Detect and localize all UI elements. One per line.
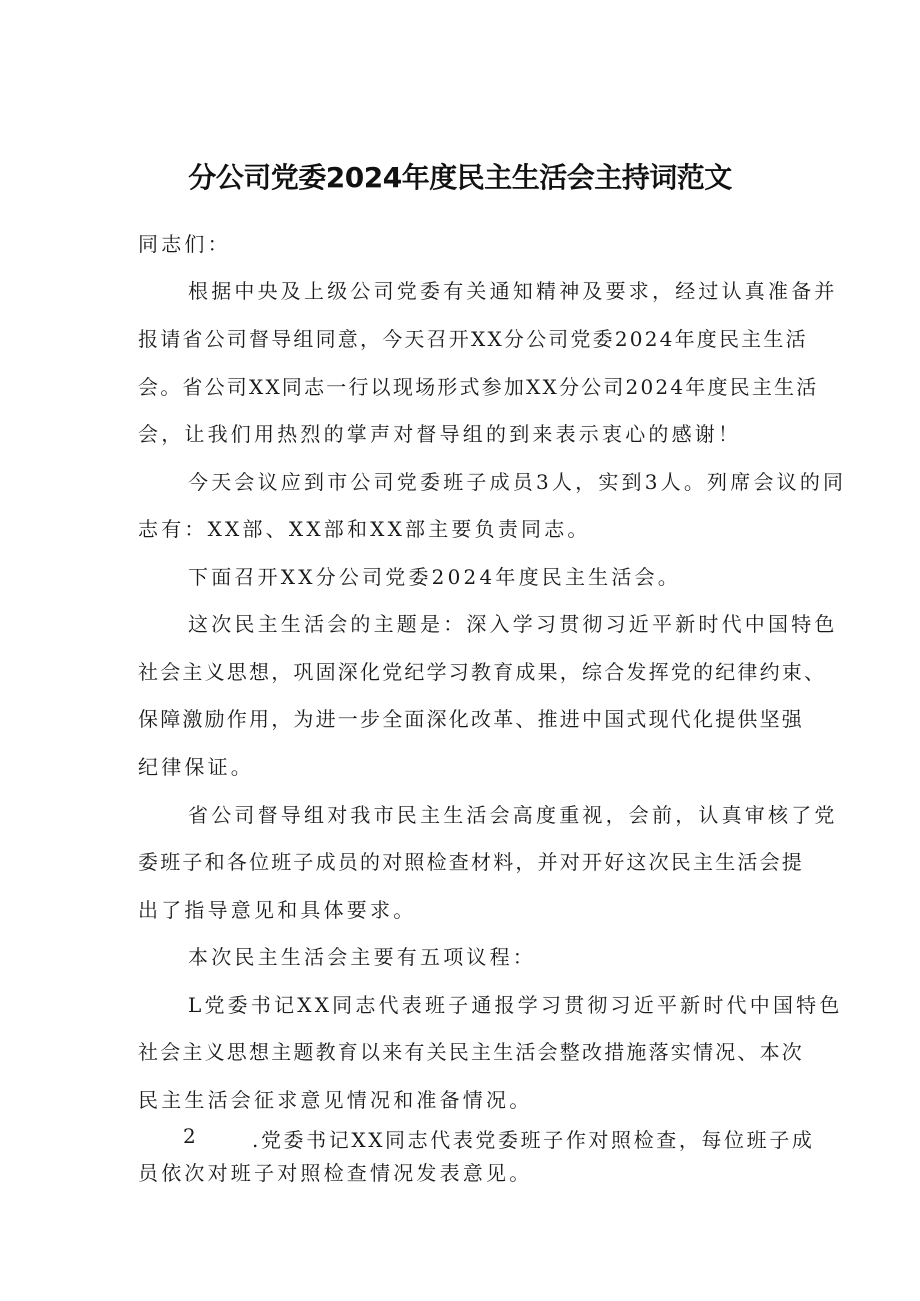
salutation: 同志们： — [138, 232, 231, 256]
paragraph-line: 今天会议应到市公司党委班子成员3人，实到3人。列席会议的同 — [188, 470, 847, 494]
paragraph-line: 这次民主生活会的主题是：深入学习贯彻习近平新时代中国特色 — [188, 612, 838, 636]
paragraph-line: 出了指导意见和具体要求。 — [138, 898, 417, 922]
paragraph-line: 保障激励作用，为进一步全面深化改革、推进中国式现代化提供坚强 — [138, 707, 804, 731]
paragraph-line: 会。省公司XX同志一行以现场形式参加XX分公司2024年度民主生活 — [138, 375, 819, 399]
paragraph-line: 报请省公司督导组同意，今天召开XX分公司党委2024年度民主生活 — [138, 327, 808, 351]
document-title: 分公司党委2024年度民主生活会主持词范文 — [188, 161, 732, 194]
paragraph-line: 下面召开XX分公司党委2024年度民主生活会。 — [188, 565, 681, 589]
paragraph-line: 根据中央及上级公司党委有关通知精神及要求，经过认真准备并 — [188, 279, 838, 303]
paragraph-line: 省公司督导组对我市民主生活会高度重视，会前，认真审核了党 — [188, 803, 838, 827]
paragraph-line: 志有：XX部、XX部和XX部主要负责同志。 — [138, 517, 591, 541]
paragraph-line: 社会主义思想，巩固深化党纪学习教育成果，综合发挥党的纪律约束、 — [138, 660, 827, 684]
paragraph-line: .党委书记XX同志代表党委班子作对照检查，每位班子成 — [252, 1128, 815, 1152]
paragraph-line: 社会主义思想主题教育以来有关民主生活会整改措施落实情况、本次 — [138, 1040, 804, 1064]
paragraph-line: 纪律保证。 — [138, 755, 254, 779]
paragraph-line: 本次民主生活会主要有五项议程： — [188, 945, 536, 969]
list-number: 2 — [183, 1124, 196, 1148]
paragraph-line: 员依次对班子对照检查情况发表意见。 — [138, 1161, 533, 1185]
paragraph-line: 委班子和各位班子成员的对照检查材料，并对开好这次民主生活会提 — [138, 850, 804, 874]
paragraph-line: 民主生活会征求意见情况和准备情况。 — [138, 1088, 533, 1112]
paragraph-line: L党委书记XX同志代表班子通报学习贯彻习近平新时代中国特色 — [188, 993, 843, 1017]
paragraph-line: 会，让我们用热烈的掌声对督导组的到来表示衷心的感谢！ — [138, 422, 742, 446]
